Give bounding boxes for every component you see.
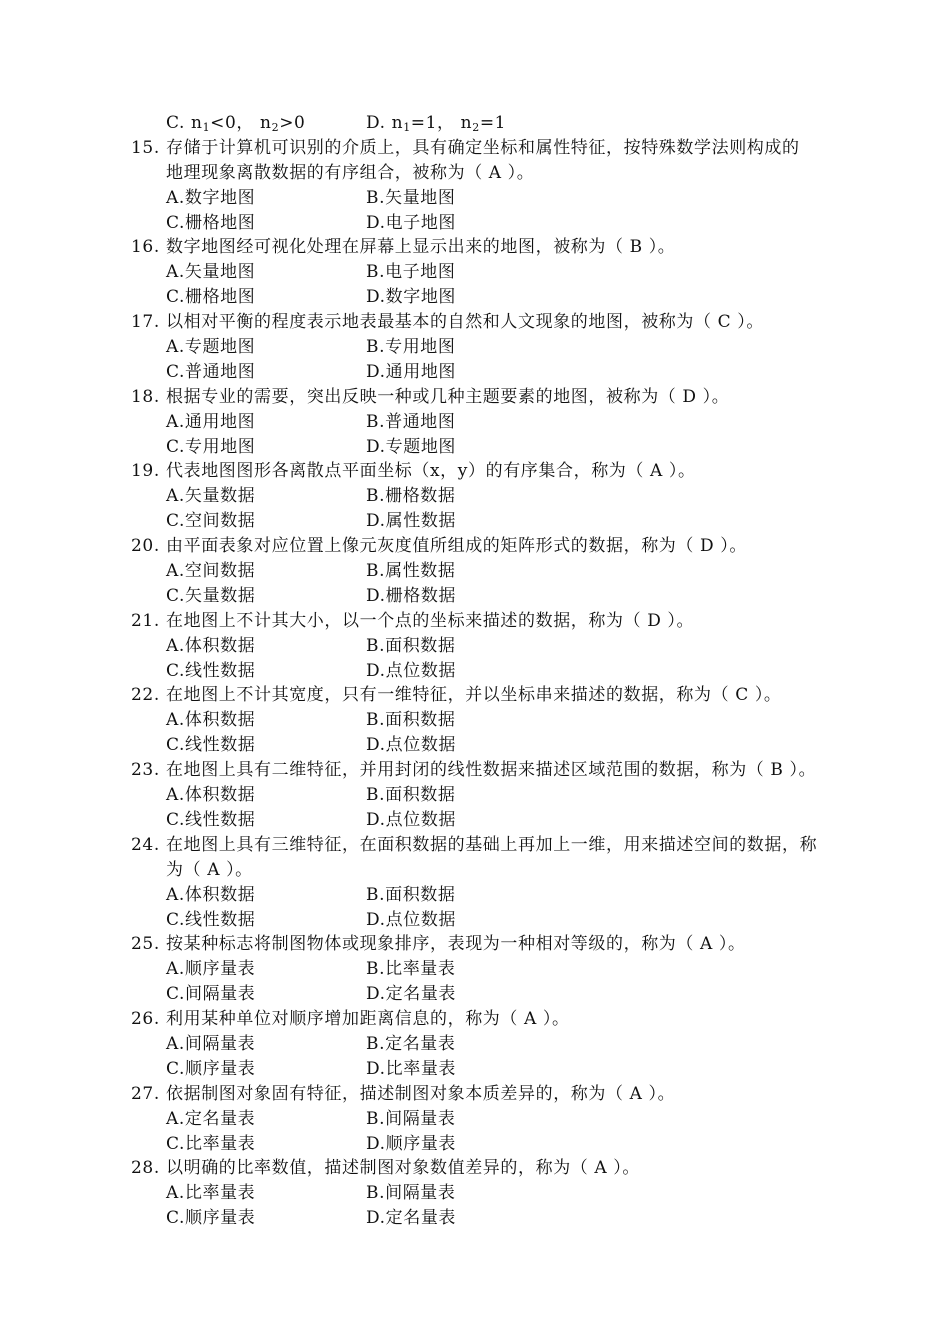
question-number: 21. — [131, 610, 160, 631]
options-row — [0, 908, 950, 933]
options-row — [0, 1032, 950, 1057]
question-item — [0, 136, 950, 236]
options-row — [0, 808, 950, 833]
question-item — [0, 235, 950, 310]
options-row — [0, 957, 950, 982]
answer-option: C.线性数据 — [166, 809, 256, 830]
options-row — [0, 1181, 950, 1206]
answer-option: B.面积数据 — [366, 884, 456, 905]
answer-option: D.通用地图 — [366, 361, 457, 382]
options-row — [0, 484, 950, 509]
answer-option: D.专题地图 — [366, 436, 457, 457]
answer-option: C.专用地图 — [166, 436, 256, 457]
question-stem-line — [0, 833, 950, 858]
answer-option: A.数字地图 — [166, 187, 256, 208]
options-row — [0, 285, 950, 310]
answer-option: C.栅格地图 — [166, 287, 256, 308]
question-item — [0, 609, 950, 684]
question-text: 代表地图图形各离散点平面坐标（x，y）的有序集合，称为（ A ）。 — [166, 461, 696, 482]
top-options-row — [0, 111, 950, 136]
answer-option: D.顺序量表 — [366, 1133, 457, 1154]
answer-option: B.电子地图 — [366, 262, 456, 283]
question-stem-continuation — [0, 858, 950, 883]
question-item — [0, 1007, 950, 1082]
option-d: D. $n_1=1$， $n_2=1$ — [366, 113, 507, 134]
question-item — [0, 385, 950, 460]
answer-option: D.电子地图 — [366, 212, 457, 233]
answer-option: D.点位数据 — [366, 809, 457, 830]
options-row — [0, 708, 950, 733]
question-stem-line — [0, 534, 950, 559]
answer-option: B.比率量表 — [366, 959, 456, 980]
question-number: 25. — [131, 934, 160, 955]
question-stem-line — [0, 1007, 950, 1032]
options-row — [0, 659, 950, 684]
option-c: C. $n_1<0$， $n_2>0$ — [166, 113, 306, 134]
options-row — [0, 335, 950, 360]
question-item — [0, 534, 950, 609]
options-row — [0, 1107, 950, 1132]
answer-option: B.面积数据 — [366, 635, 456, 656]
question-text: 利用某种单位对顺序增加距离信息的，称为（ A ）。 — [166, 1009, 570, 1030]
answer-option: B.属性数据 — [366, 561, 456, 582]
answer-option: A.矢量数据 — [166, 486, 256, 507]
question-stem-line — [0, 136, 950, 161]
question-item — [0, 833, 950, 933]
answer-option: A.定名量表 — [166, 1108, 256, 1129]
question-text: 按某种标志将制图物体或现象排序，表现为一种相对等级的，称为（ A ）。 — [166, 934, 746, 955]
question-text: 地理现象离散数据的有序组合，被称为（ A ）。 — [166, 162, 535, 183]
answer-option: C.栅格地图 — [166, 212, 256, 233]
question-stem-line — [0, 683, 950, 708]
question-item — [0, 932, 950, 1007]
options-row — [0, 783, 950, 808]
question-number: 26. — [131, 1009, 160, 1030]
answer-option: A.通用地图 — [166, 411, 256, 432]
answer-option: D.比率量表 — [366, 1058, 457, 1079]
answer-option: D.栅格数据 — [366, 585, 457, 606]
question-number: 15. — [131, 137, 160, 158]
question-stem-line — [0, 459, 950, 484]
options-row — [0, 733, 950, 758]
question-text: 为（ A ）。 — [166, 859, 253, 880]
question-number: 24. — [131, 834, 160, 855]
answer-option: B.普通地图 — [366, 411, 456, 432]
question-number: 20. — [131, 536, 160, 557]
question-number: 28. — [131, 1158, 160, 1179]
answer-option: C.顺序量表 — [166, 1208, 256, 1229]
answer-option: A.顺序量表 — [166, 959, 256, 980]
question-stem-line — [0, 310, 950, 335]
options-row — [0, 260, 950, 285]
answer-option: A.间隔量表 — [166, 1033, 256, 1054]
options-row — [0, 634, 950, 659]
answer-option: C.线性数据 — [166, 735, 256, 756]
answer-option: A.体积数据 — [166, 710, 256, 731]
answer-option: D.属性数据 — [366, 511, 457, 532]
question-number: 19. — [131, 461, 160, 482]
question-stem-line — [0, 1156, 950, 1181]
answer-option: A.比率量表 — [166, 1183, 256, 1204]
options-row — [0, 435, 950, 460]
answer-option: B.面积数据 — [366, 710, 456, 731]
answer-option: D.定名量表 — [366, 984, 457, 1005]
options-row — [0, 1132, 950, 1157]
answer-option: B.栅格数据 — [366, 486, 456, 507]
question-number: 23. — [131, 760, 160, 781]
question-number: 22. — [131, 685, 160, 706]
question-text: 以明确的比率数值，描述制图对象数值差异的，称为（ A ）。 — [166, 1158, 640, 1179]
question-stem-continuation — [0, 161, 950, 186]
answer-option: D.点位数据 — [366, 909, 457, 930]
question-item — [0, 310, 950, 385]
options-row — [0, 360, 950, 385]
question-document — [0, 111, 950, 1231]
question-stem-line — [0, 385, 950, 410]
options-row — [0, 211, 950, 236]
question-text: 数字地图经可视化处理在屏幕上显示出来的地图，被称为（ B ）。 — [166, 237, 676, 258]
options-row — [0, 584, 950, 609]
question-text: 依据制图对象固有特征，描述制图对象本质差异的，称为（ A ）。 — [166, 1083, 676, 1104]
options-row — [0, 410, 950, 435]
answer-option: D.数字地图 — [366, 287, 457, 308]
answer-option: B.定名量表 — [366, 1033, 456, 1054]
question-stem-line — [0, 609, 950, 634]
question-text: 存储于计算机可识别的介质上，具有确定坐标和属性特征，按特殊数学法则构成的 — [166, 137, 800, 158]
answer-option: C.线性数据 — [166, 660, 256, 681]
question-number: 17. — [131, 312, 160, 333]
answer-option: B.矢量地图 — [366, 187, 456, 208]
question-number: 18. — [131, 386, 160, 407]
question-item — [0, 758, 950, 833]
answer-option: B.间隔量表 — [366, 1183, 456, 1204]
question-list — [0, 136, 950, 1231]
question-item — [0, 459, 950, 534]
question-text: 根据专业的需要，突出反映一种或几种主题要素的地图，被称为（ D ）。 — [166, 386, 730, 407]
question-stem-line — [0, 932, 950, 957]
answer-option: D.点位数据 — [366, 735, 457, 756]
answer-option: A.体积数据 — [166, 785, 256, 806]
answer-option: C.比率量表 — [166, 1133, 256, 1154]
question-stem-line — [0, 235, 950, 260]
question-item — [0, 1156, 950, 1231]
answer-option: A.专题地图 — [166, 337, 256, 358]
question-text: 以相对平衡的程度表示地表最基本的自然和人文现象的地图，被称为（ C ）。 — [166, 312, 764, 333]
options-row — [0, 559, 950, 584]
answer-option: C.线性数据 — [166, 909, 256, 930]
answer-option: C.矢量数据 — [166, 585, 256, 606]
answer-option: D.定名量表 — [366, 1208, 457, 1229]
options-row — [0, 883, 950, 908]
answer-option: B.专用地图 — [366, 337, 456, 358]
question-text: 由平面表象对应位置上像元灰度值所组成的矩阵形式的数据，称为（ D ）。 — [166, 536, 747, 557]
answer-option: C.空间数据 — [166, 511, 256, 532]
options-row — [0, 186, 950, 211]
answer-option: C.顺序量表 — [166, 1058, 256, 1079]
question-stem-line — [0, 1082, 950, 1107]
options-row — [0, 1206, 950, 1231]
options-row — [0, 1057, 950, 1082]
question-text: 在地图上不计其宽度，只有一维特征，并以坐标串来描述的数据，称为（ C ）。 — [166, 685, 782, 706]
question-item — [0, 1082, 950, 1157]
options-row — [0, 509, 950, 534]
answer-option: B.间隔量表 — [366, 1108, 456, 1129]
answer-option: A.矢量地图 — [166, 262, 256, 283]
question-text: 在地图上不计其大小，以一个点的坐标来描述的数据，称为（ D ）。 — [166, 610, 695, 631]
answer-option: A.体积数据 — [166, 635, 256, 656]
question-stem-line — [0, 758, 950, 783]
answer-option: C.间隔量表 — [166, 984, 256, 1005]
options-row — [0, 982, 950, 1007]
question-item — [0, 683, 950, 758]
question-text: 在地图上具有三维特征，在面积数据的基础上再加上一维，用来描述空间的数据，称 — [166, 834, 818, 855]
question-text: 在地图上具有二维特征，并用封闭的线性数据来描述区域范围的数据，称为（ B ）。 — [166, 760, 817, 781]
answer-option: A.体积数据 — [166, 884, 256, 905]
question-number: 16. — [131, 237, 160, 258]
answer-option: A.空间数据 — [166, 561, 256, 582]
answer-option: C.普通地图 — [166, 361, 256, 382]
answer-option: B.面积数据 — [366, 785, 456, 806]
question-number: 27. — [131, 1083, 160, 1104]
answer-option: D.点位数据 — [366, 660, 457, 681]
